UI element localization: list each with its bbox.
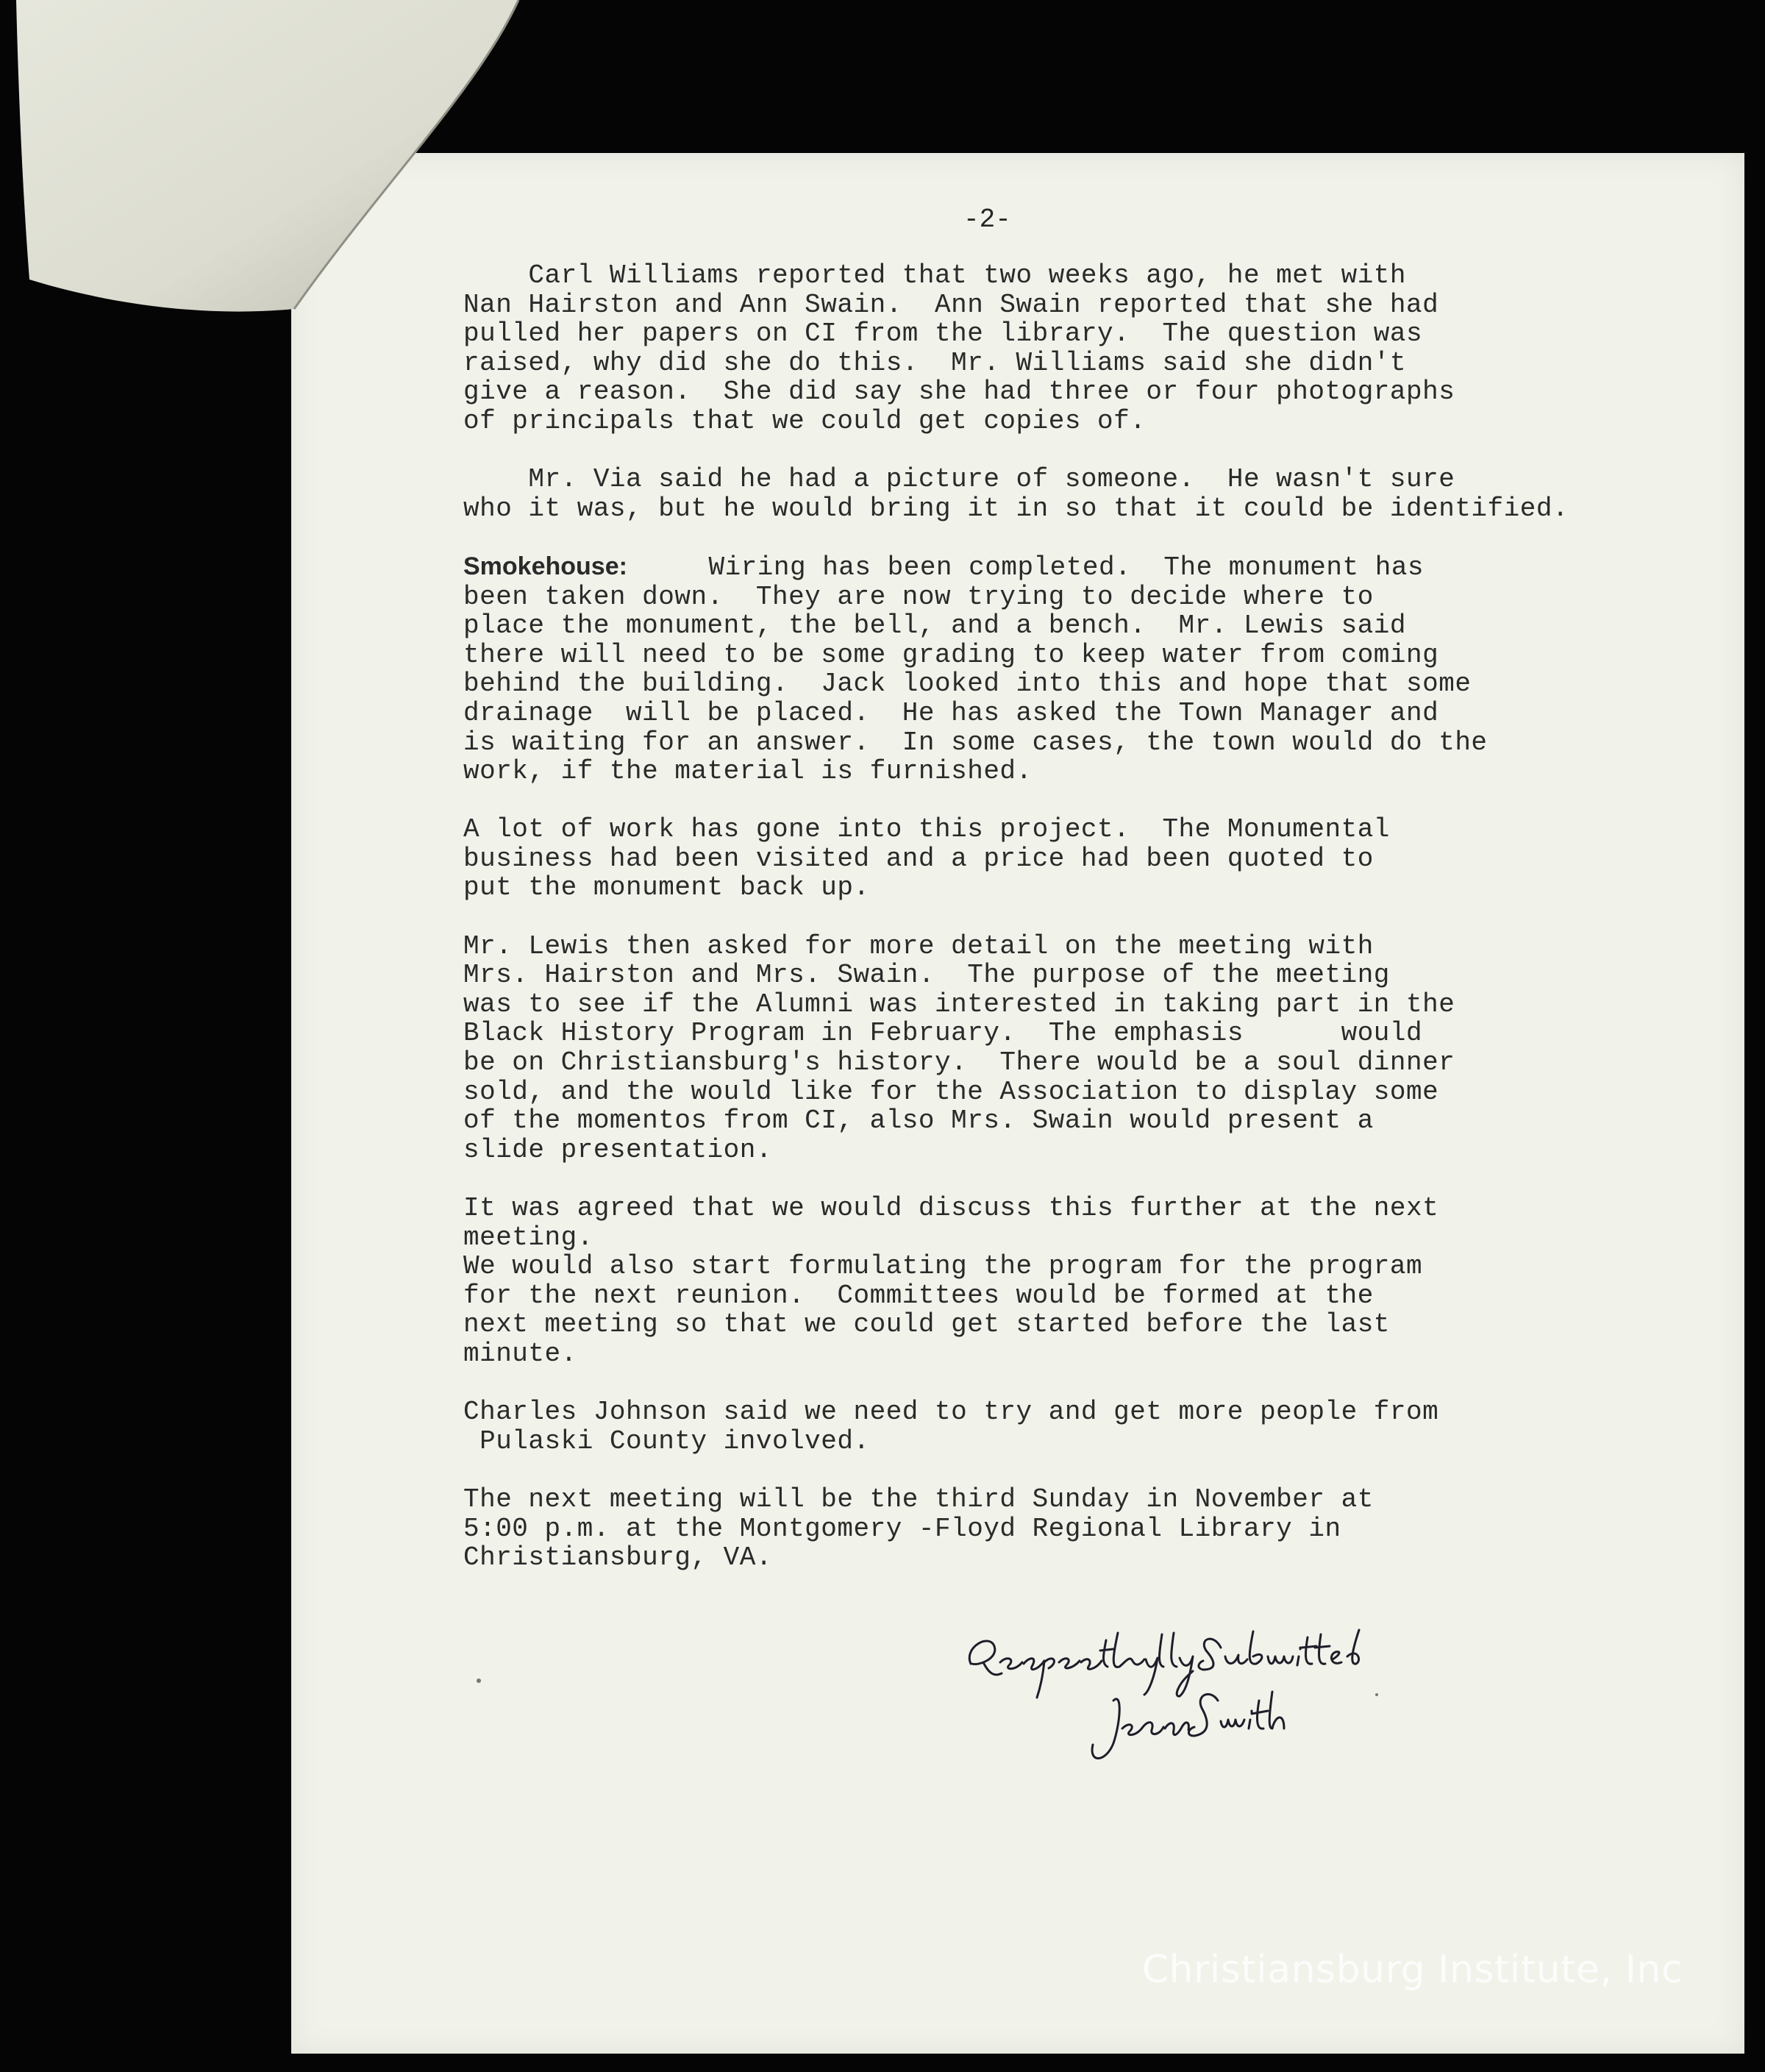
text-line: We would also start formulating the program for the program (463, 1251, 1423, 1282)
text-line: Mrs. Hairston and Mrs. Swain. The purpose of the meeting (463, 960, 1390, 991)
text-line: put the monument back up. (463, 872, 870, 903)
text-line: Charles Johnson said we need to try and get more people from (463, 1397, 1439, 1428)
text-line: Carl Williams reported that two weeks ago, he met with (463, 260, 1407, 291)
text-line: Pulaski County involved. (463, 1425, 870, 1456)
paragraph (463, 815, 1714, 903)
text-line: pulled her papers on CI from the library. The question was (463, 318, 1423, 349)
text-line: been taken down. They are now trying to decide where to (463, 581, 1374, 612)
text-line: 5:00 p.m. at the Montgomery -Floyd Regional Library in (463, 1513, 1341, 1544)
text-line: minute. (463, 1338, 577, 1369)
text-line: Wiring has been completed. The monument has (627, 552, 1425, 583)
text-line: slide presentation. (463, 1134, 772, 1165)
text-line: sold, and the would like for the Association to display some (463, 1076, 1439, 1107)
handwritten-signature (956, 1618, 1397, 1780)
page-number: -2- (963, 204, 1011, 235)
text-line: raised, why did she do this. Mr. Williams said she didn't (463, 347, 1407, 378)
text-line: It was agreed that we would discuss this further at the next (463, 1193, 1439, 1223)
text-line: next meeting so that we could get started before the last (463, 1309, 1390, 1340)
page-curl (0, 0, 530, 316)
text-line: business had been visited and a price had been quoted to (463, 843, 1374, 874)
paper-speck (477, 1678, 481, 1683)
paragraph (463, 1252, 1714, 1368)
text-line: is waiting for an answer. In some cases, the town would do the (463, 727, 1488, 758)
text-line: Christiansburg, VA. (463, 1542, 772, 1573)
text-line: there will need to be some grading to keep water from coming (463, 639, 1439, 670)
text-line: Mr. Lewis then asked for more detail on the meeting with (463, 930, 1374, 961)
paragraph (463, 932, 1714, 1165)
text-line: of the momentos from CI, also Mrs. Swain would present a (463, 1106, 1374, 1136)
text-line: meeting. (463, 1222, 593, 1253)
paragraph (463, 1485, 1714, 1573)
text-line: The next meeting will be the third Sunday in November at (463, 1484, 1374, 1514)
text-line: behind the building. Jack looked into this and hope that some (463, 669, 1472, 699)
text-line: drainage will be placed. He has asked the Town Manager and (463, 697, 1439, 728)
watermark: Christiansburg Institute, Inc (1141, 1948, 1683, 1992)
text-line: Black History Program in February. The emphasis would (463, 1018, 1423, 1049)
paragraph (463, 1194, 1714, 1252)
text-line: was to see if the Alumni was interested in taking part in the (463, 989, 1455, 1019)
text-line: place the monument, the bell, and a bench. Mr. Lewis said (463, 610, 1407, 641)
text-line: be on Christiansburg's history. There would be a soul dinner (463, 1047, 1455, 1078)
paragraph (463, 1398, 1714, 1456)
text-line: A lot of work has gone into this project. The Monumental (463, 814, 1390, 845)
paragraph (463, 261, 1714, 436)
text-line: work, if the material is furnished. (463, 756, 1033, 787)
text-line: Mr. Via said he had a picture of someone. He wasn't sure (463, 464, 1455, 495)
text-line: who it was, but he would bring it in so that it could be identified. (463, 493, 1569, 524)
section-heading: Smokehouse: (463, 552, 627, 580)
text-line: Nan Hairston and Ann Swain. Ann Swain reported that she had (463, 289, 1439, 320)
paragraph (463, 552, 1714, 786)
text-line: give a reason. She did say she had three or four photographs (463, 377, 1455, 407)
text-line: of principals that we could get copies of. (463, 405, 1147, 436)
paragraph (463, 465, 1714, 523)
paper-speck (1375, 1693, 1378, 1696)
document-body (463, 261, 1714, 1601)
text-line: for the next reunion. Committees would be formed at the (463, 1280, 1374, 1311)
